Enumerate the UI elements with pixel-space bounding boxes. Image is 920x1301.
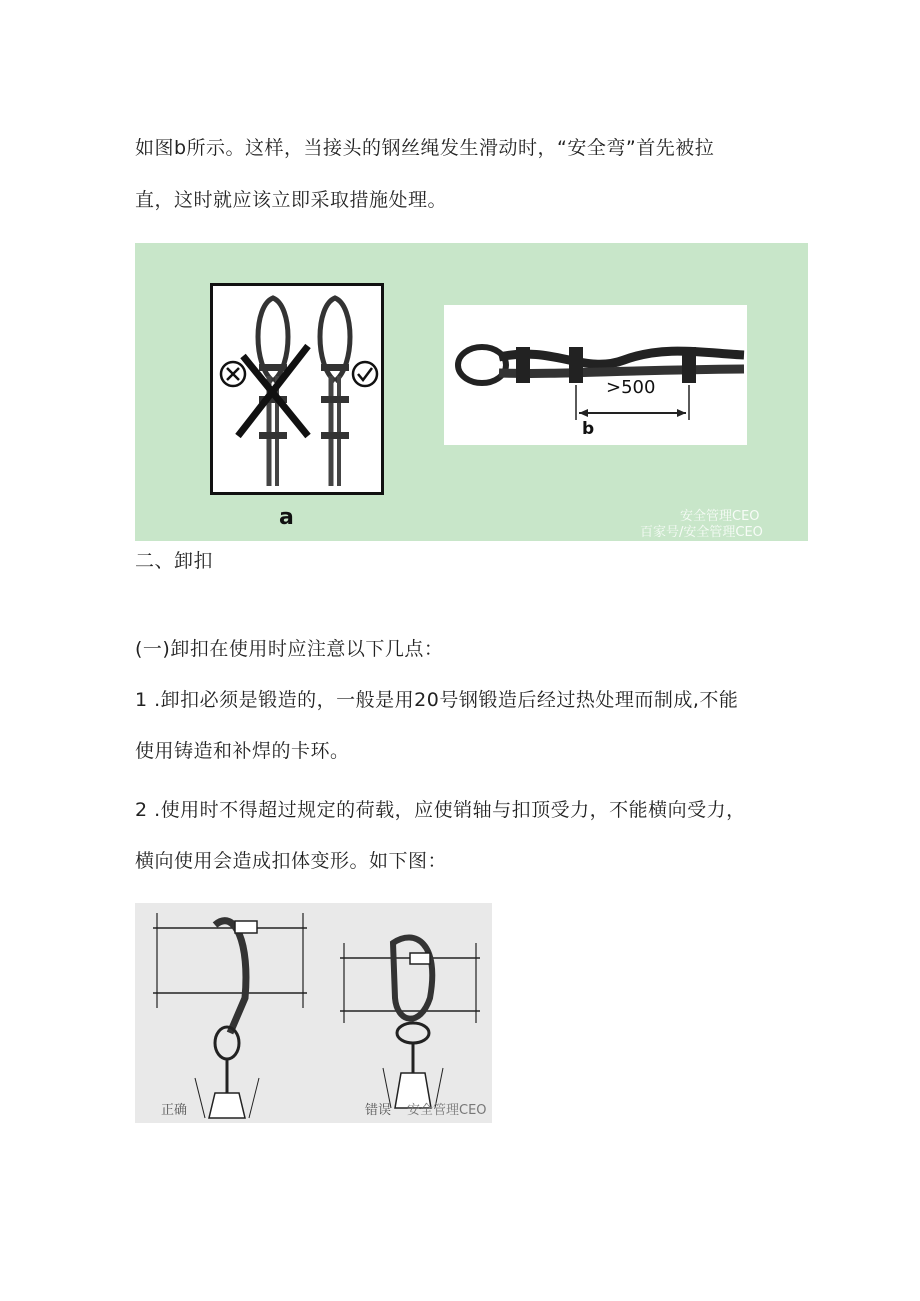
figure-wire-rope-clips — [135, 243, 808, 541]
list-item-line: 1 .卸扣必须是锻造的，一般是用20号钢锻造后经过热处理而制成,不能 — [135, 689, 739, 711]
watermark: 百家号/安全管理CEO — [640, 525, 763, 540]
label-wrong: 错误 — [365, 1103, 392, 1118]
label-correct: 正确 — [161, 1103, 188, 1118]
paragraph-line: 如图b所示。这样，当接头的钢丝绳发生滑动时，“安全弯”首先被拉 — [135, 137, 715, 159]
rope-clip-comparison-illustration — [213, 286, 381, 492]
list-item-line: 使用铸造和补焊的卡环。 — [135, 740, 350, 762]
panel-b — [444, 305, 747, 445]
watermark: 安全管理CEO — [680, 509, 760, 524]
figure-label-b: b — [582, 419, 595, 439]
rope-safety-bend-illustration — [444, 305, 747, 445]
paragraph-line: 直，这时就应该立即采取措施处理。 — [135, 189, 448, 211]
list-item-line: 2 .使用时不得超过规定的荷载，应使销轴与扣顶受力，不能横向受力， — [135, 799, 746, 821]
panel-a — [210, 283, 384, 495]
figure-label-a: a — [279, 505, 294, 530]
watermark: 安全管理CEO — [407, 1103, 487, 1118]
shackle-usage-illustration — [135, 903, 492, 1123]
dimension-label: >500 — [606, 377, 656, 398]
figure-shackle-usage — [135, 903, 492, 1123]
list-item-line: 横向使用会造成扣体变形。如下图： — [135, 850, 448, 872]
sub-heading: (一)卸扣在使用时应注意以下几点： — [135, 638, 444, 660]
section-heading: 二、卸扣 — [135, 550, 214, 572]
